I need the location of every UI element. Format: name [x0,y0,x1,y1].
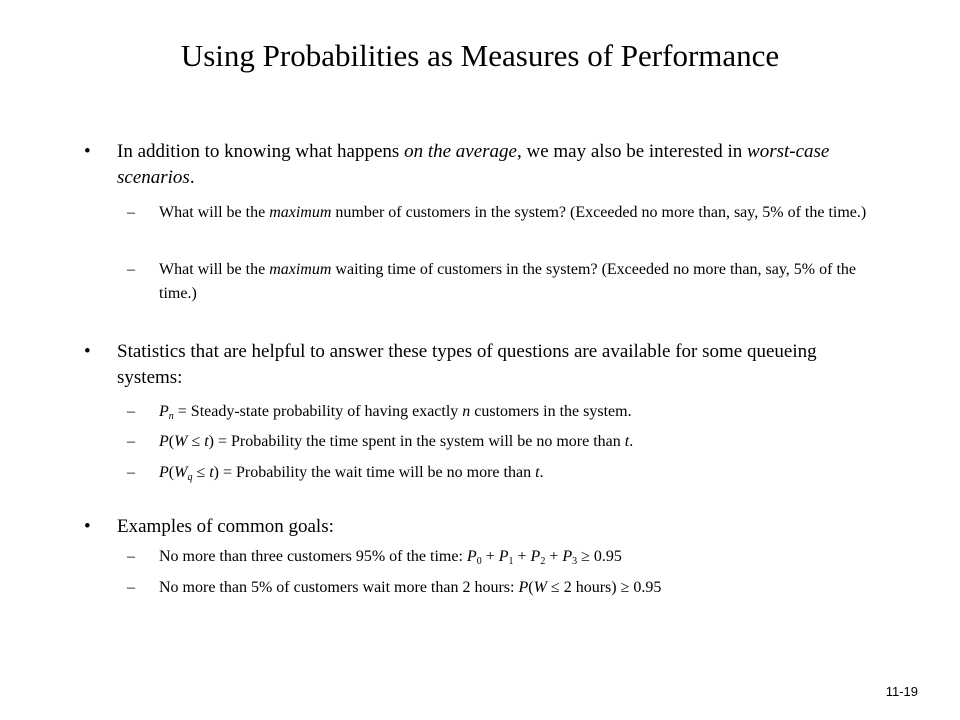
bullet-marker: • [84,341,91,362]
symbol-n: n [462,403,471,420]
text-run: number of customers in the system? (Exceeded no more than, say, 5% of the time.) [331,204,867,221]
text-run: ( [168,464,175,481]
dash-marker: – [127,548,135,565]
symbol-P: P [518,579,529,596]
text-run: ( [168,433,175,450]
text-run: + [545,548,563,565]
subbullet-text [159,201,879,225]
subbullet-max-customers [127,201,879,225]
subscript-n: n [168,411,174,422]
subbullet-three-customers-goal [127,545,879,569]
text-run: waiting time of customers in the system? (Exceeded no more than, say, 5% of the time.) [159,261,856,302]
text-run: ≤ 2 hours) ≥ 0.95 [546,579,662,596]
symbol-P: P [159,464,169,481]
slide-title: Using Probabilities as Measures of Performance [180,38,780,73]
text-run: . [629,433,634,450]
dash-marker: – [127,403,135,420]
subbullet-pn [127,400,879,424]
emphasis-worst-case: worst-case scenarios [117,141,830,188]
dash-marker: – [127,204,135,221]
page-number: 11-19 [885,684,918,699]
text-run: No more than three customers 95% of the time: [159,548,467,565]
text-run: No more than 5% of customers wait more than 2 hours: [159,579,519,596]
dash-marker: – [127,433,135,450]
subbullet-text [159,430,879,454]
subbullet-p-w-le-t [127,430,879,454]
subbullet-p-wq-le-t [127,461,879,485]
emphasis-maximum: maximum [269,204,332,221]
text-run: + [481,548,499,565]
text-run: ) [208,433,214,450]
subscript-3: 3 [572,556,578,567]
bullet-statistics [84,339,877,391]
symbol-P: P [562,548,573,565]
symbol-P: P [159,433,169,450]
subscript-0: 0 [476,556,482,567]
symbol-t: t [204,433,209,450]
text-run: = Probability the wait time will be no more than [219,464,536,481]
bullet-text: Examples of common goals: [117,516,334,537]
subbullet-text [159,576,879,600]
subscript-2: 2 [540,556,546,567]
text-run: + [513,548,531,565]
subbullet-text [159,258,879,306]
text-run: ≥ 0.95 [577,548,622,565]
text-run: customers in the system. [470,403,632,420]
subscript-1: 1 [508,556,514,567]
subbullet-text [159,400,879,424]
text-run: ) [213,464,219,481]
symbol-P: P [159,403,169,420]
symbol-P: P [530,548,541,565]
subscript-q: q [187,472,193,483]
bullet-examples [84,514,877,540]
text-run: What will be the [159,261,270,278]
bullet-marker: • [84,141,91,162]
bullet-marker: • [84,516,91,537]
symbol-t: t [624,433,630,450]
subbullet-max-waiting-time [127,258,879,306]
dash-marker: – [127,579,135,596]
subbullet-text [159,461,879,485]
symbol-P: P [498,548,509,565]
emphasis-maximum: maximum [269,261,332,278]
bullet-text: Statistics that are helpful to answer these types of questions are available for some queueing systems: [117,341,817,388]
symbol-W: W [533,579,547,596]
subbullet-wait-time-goal [127,576,879,600]
bullet-text [117,139,877,191]
text-run: = Steady-state probability of having exactly [173,403,463,420]
subbullet-text [159,545,879,569]
symbol-t: t [209,464,214,481]
symbol-W: W [174,433,188,450]
emphasis-on-average: on the average [404,141,517,162]
text-run: What will be the [159,204,270,221]
dash-marker: – [127,261,135,278]
symbol-t: t [535,464,540,481]
text-run: . [539,464,544,481]
text-run: ≤ [192,464,210,481]
text-run: In addition to knowing what happens [117,141,405,162]
symbol-P: P [466,548,477,565]
text-run: = Probability the time spent in the system will be no more than [214,433,625,450]
text-run: , we may also be interested in [516,141,748,162]
text-run: ( [528,579,534,596]
text-run: ≤ [187,433,205,450]
text-run: . [189,167,195,188]
dash-marker: – [127,464,135,481]
bullet-average-vs-worst-case [84,139,877,191]
symbol-W: W [174,464,188,481]
